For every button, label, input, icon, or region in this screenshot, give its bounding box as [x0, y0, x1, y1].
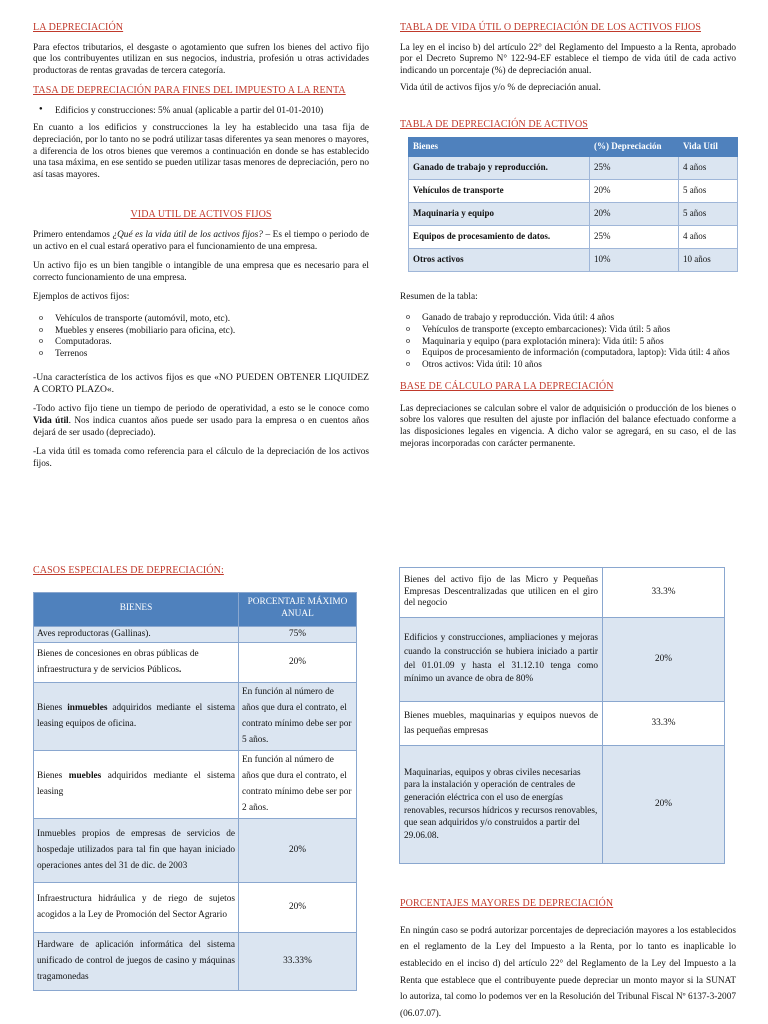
paragraph-ejemplos: Ejemplos de activos fijos:: [33, 292, 130, 303]
table-cell: Equipos de procesamiento de datos.: [409, 225, 590, 248]
left-bottom-section: [33, 565, 363, 991]
heading-vida-util: VIDA UTIL DE ACTIVOS FIJOS: [130, 209, 272, 221]
table-cell: Maquinarias, equipos y obras civiles necesarias para la instalación y operación de centrales de generación eléctrica con el uso de energías renovables, recursos hídricos y recursos renovables, que sean adquiridos y/o construidos a partir del 29.06.08.: [400, 746, 603, 864]
table-header: (%) Depreciación: [590, 138, 679, 156]
table-header: PORCENTAJE MÁXIMO ANUAL: [239, 592, 357, 626]
special-cases-table: [33, 592, 357, 992]
resumen-title: Resumen de la tabla:: [400, 291, 478, 302]
left-top-section: [33, 22, 369, 470]
table-row: [34, 751, 357, 819]
special-cases-table-2: [399, 567, 725, 864]
heading-casos-especiales: CASOS ESPECIALES DE DEPRECIACIÓN:: [33, 565, 224, 576]
list-item: ● Edificios y construcciones: 5% anual (aplicable a partir del 01-01-2010): [33, 106, 369, 118]
table-cell: Ganado de trabajo y reproducción.: [409, 156, 590, 179]
depreciation-table: [408, 137, 738, 271]
table-cell: 20%: [239, 643, 357, 683]
examples-list: [33, 314, 369, 360]
table-cell: 33.3%: [603, 702, 725, 746]
table-row: [409, 248, 738, 271]
table-cell: 5 años: [679, 179, 738, 202]
heading-tabla-depreciacion: TABLA DE DEPRECIACIÓN DE ACTIVOS: [400, 118, 588, 130]
table-cell: Bienes del activo fijo de las Micro y Pequeñas Empresas Descentralizadas que utilicen en el giro del negocio: [400, 568, 603, 618]
paragraph-edificios: En cuanto a los edificios y construcciones la ley ha establecido una tasa fija de depreciación, por lo tanto no se podrá utilizar tasas diferentes ya sean menores o mayores, a diferencia de los otros bienes que veremos a continuación en donde se has establecido una tasa máxima, en ese sentido se pueden utilizar tasas menores de depreciación, pero no así tasas mayores.: [33, 123, 369, 180]
table-cell: Bienes muebles adquiridos mediante el sistema leasing: [34, 751, 239, 819]
list-item: o Ganado de trabajo y reproducción. Vida útil: 4 años: [400, 313, 736, 325]
table-header: Vida Util: [679, 138, 738, 156]
table-cell: 20%: [603, 618, 725, 702]
table-row: [400, 618, 725, 702]
table-cell: 25%: [590, 225, 679, 248]
table-row: [409, 225, 738, 248]
table-row: [34, 883, 357, 933]
list-item: o Terrenos: [33, 349, 369, 361]
table-cell: 20%: [590, 202, 679, 225]
table-row: [409, 156, 738, 179]
table-row: [400, 568, 725, 618]
paragraph-ley: La ley en el inciso b) del artículo 22° del Reglamento del Impuesto a la Renta, aprobado por el Decreto Supremo N° 122-94-EF establece el tiempo de vida útil de cada activo indicando un porcentaje (%) de depreciación anual.: [400, 42, 736, 76]
table-row: [34, 643, 357, 683]
table-cell: 10 años: [679, 248, 738, 271]
table-row: [409, 179, 738, 202]
table-cell: 20%: [239, 819, 357, 883]
table-header-row: [34, 592, 357, 626]
tasa-list: [33, 106, 369, 118]
heading-base-calculo: BASE DE CÁLCULO PARA LA DEPRECIACIÓN: [400, 381, 614, 393]
list-item: o Otros activos: Vida útil: 10 años: [400, 360, 736, 372]
table-cell: 25%: [590, 156, 679, 179]
right-bottom-section: [399, 567, 739, 864]
list-item: o Computadoras.: [33, 337, 369, 349]
table-cell: 33.3%: [603, 568, 725, 618]
table-cell: Bienes muebles, maquinarias y equipos nuevos de las pequeñas empresas: [400, 702, 603, 746]
resumen-list: [400, 313, 736, 371]
heading-tabla-vida-util: TABLA DE VIDA ÚTIL O DEPRECIACIÓN DE LOS ACTIVOS FIJOS: [400, 22, 701, 33]
table-row: [34, 683, 357, 751]
table-cell: 10%: [590, 248, 679, 271]
list-item: o Maquinaria y equipo (para explotación minera): Vida útil: 5 años: [400, 337, 736, 349]
list-item: o Equipos de procesamiento de información (computadora, laptop): Vida útil: 4 años: [400, 348, 736, 360]
table-header-row: [409, 138, 738, 156]
table-cell: En función al número de años que dura el contrato, el contrato mínimo debe ser por 5 años.: [239, 683, 357, 751]
table-cell: Bienes de concesiones en obras públicas de infraestructura y de servicios Públicos.: [34, 643, 239, 683]
heading-porcentajes-mayores: PORCENTAJES MAYORES DE DEPRECIACIÓN: [400, 898, 614, 909]
table-cell: En función al número de años que dura el contrato, el contrato mínimo debe ser por 2 años.: [239, 751, 357, 819]
porcentajes-mayores-section: [400, 898, 736, 1023]
paragraph-vida-util-activos: Vida útil de activos fijos y/o % de depreciación anual.: [400, 83, 601, 94]
right-top-section: [400, 22, 736, 450]
table-row: [34, 933, 357, 991]
table-cell: Inmuebles propios de empresas de servicios de hospedaje utilizados para tal fin que hayan iniciado operaciones antes del 31 de dic. de 2003: [34, 819, 239, 883]
paragraph-referencia: -La vida útil es tomada como referencia para el cálculo de la depreciación de los activos fijos.: [33, 447, 369, 469]
paragraph-definicion: Para efectos tributarios, el desgaste o agotamiento que sufren los bienes del activo fijo que los contribuyentes utilizan en sus negocios, industria, profesión u otras actividades productoras de rentas gravadas de tercera categoría.: [33, 42, 369, 76]
table-header: BIENES: [34, 592, 239, 626]
table-row: [400, 746, 725, 864]
table-cell: Hardware de aplicación informática del sistema unificado de control de juegos de casino y máquinas tragamonedas: [34, 933, 239, 991]
table-cell: Maquinaria y equipo: [409, 202, 590, 225]
table-cell: Aves reproductoras (Gallinas).: [34, 626, 239, 643]
table-cell: 33.33%: [239, 933, 357, 991]
list-item: o Muebles y enseres (mobiliario para oficina, etc).: [33, 326, 369, 338]
table-cell: 20%: [590, 179, 679, 202]
table-row: [409, 202, 738, 225]
paragraph-activo-fijo: Un activo fijo es un bien tangible o intangible de una empresa que es necesario para el correcto funcionamiento de una empresa.: [33, 261, 369, 283]
list-item: o Vehículos de transporte (automóvil, moto, etc).: [33, 314, 369, 326]
table-cell: Bienes inmuebles adquiridos mediante el sistema leasing equipos de oficina.: [34, 683, 239, 751]
paragraph-porcentajes-mayores: En ningún caso se podrá autorizar porcentajes de depreciación mayores a los establecidos en el reglamento de la Ley del Impuesto a la Renta, por lo tanto es inaplicable lo establecido en el inciso d) del artículo 22° del Reglamento de la Ley del Impuesto a la Renta que establece que el contribuyente puede depreciar un monto mayor si la SUNAT lo autoriza, tal como lo podemos ver en la Resolución del Tribunal Fiscal Nº 6137-3-2007 (06.07.07).: [400, 925, 736, 1020]
table-cell: Infraestructura hidráulica y de riego de sujetos acogidos a la Ley de Promoción del Sector Agrario: [34, 883, 239, 933]
table-row: [34, 819, 357, 883]
table-cell: 4 años: [679, 156, 738, 179]
table-header: Bienes: [409, 138, 590, 156]
paragraph-base-calculo: Las depreciaciones se calculan sobre el valor de adquisición o producción de los bienes o sobre los valores que resulten del ajuste por inflación del balance efectuado conforme a las disposiciones legales en vigencia. A dicho valor se agregará, en su caso, el de las mejoras incorporadas con carácter permanente.: [400, 403, 736, 449]
table-cell: Edificios y construcciones, ampliaciones y mejoras cuando la construcción se hubiera iniciado a partir del 01.01.09 y hasta el 31.12.10 tenga como mínimo un avance de obra de 80%: [400, 618, 603, 702]
table-cell: 20%: [239, 883, 357, 933]
paragraph-que-es: Primero entendamos ¿Qué es la vida útil de los activos fijos? – Es el tiempo o periodo de un activo en el cual estará operativo para el funcionamiento de una empresa.: [33, 229, 369, 252]
table-cell: 20%: [603, 746, 725, 864]
paragraph-caracteristica: -Una característica de los activos fijos es que «NO PUEDEN OBTENER LIQUIDEZ A CORTO PLAZO«.: [33, 372, 369, 396]
table-cell: Otros activos: [409, 248, 590, 271]
table-cell: Vehículos de transporte: [409, 179, 590, 202]
table-row: [34, 626, 357, 643]
table-row: [400, 702, 725, 746]
list-item: o Vehículos de transporte (excepto embarcaciones): Vida útil: 5 años: [400, 325, 736, 337]
paragraph-vida-util: -Todo activo fijo tiene un tiempo de periodo de operatividad, a esto se le conoce como Vida útil. Nos indica cuantos años puede ser usado para la empresa o en cuentos años dejará de ser usado (depreciado).: [33, 404, 369, 438]
table-cell: 5 años: [679, 202, 738, 225]
table-cell: 4 años: [679, 225, 738, 248]
heading-la-depreciacion: LA DEPRECIACIÓN: [33, 22, 124, 33]
heading-tasa-depreciacion: TASA DE DEPRECIACIÓN PARA FINES DEL IMPUESTO A LA RENTA: [33, 85, 346, 97]
table-cell: 75%: [239, 626, 357, 643]
